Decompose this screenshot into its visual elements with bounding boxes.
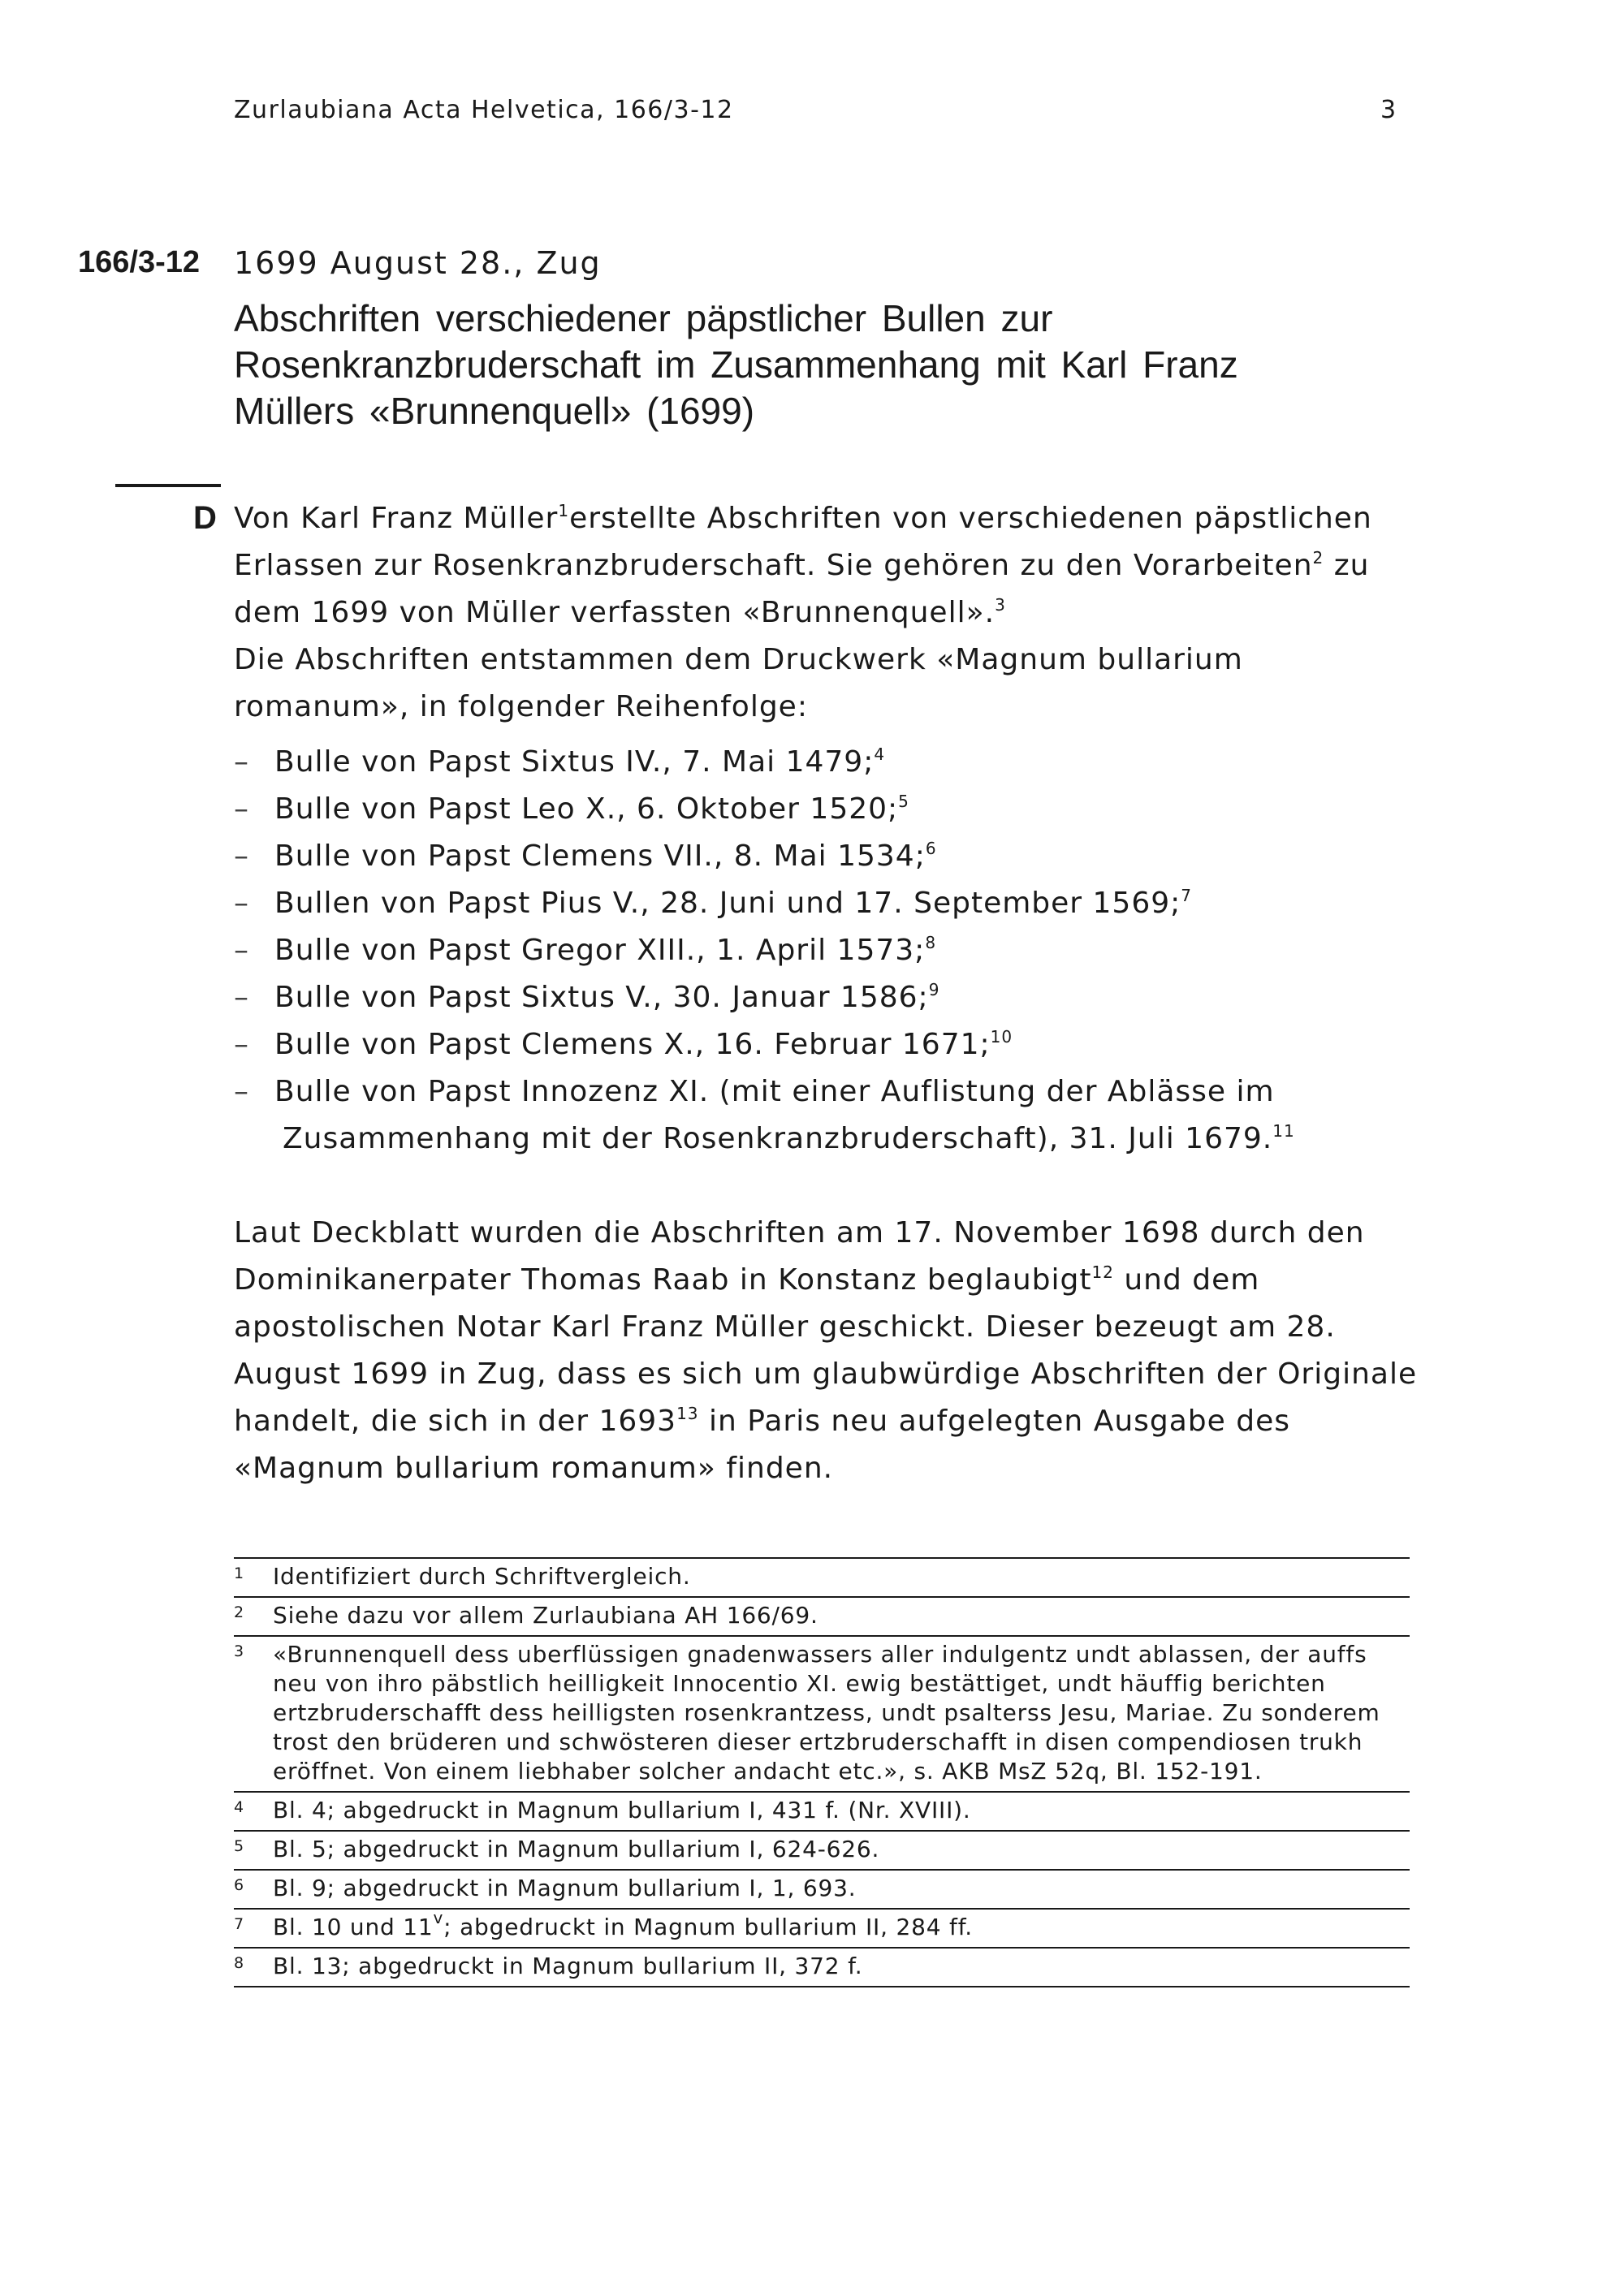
list-item: – Bulle von Papst Clemens VII., 8. Mai 1534;$^6$ [234, 833, 1419, 880]
footnote-number: 5 [234, 1837, 244, 1855]
footnote: 4 Bl. 4; abgedruckt in Magnum bullarium I, 431 f. (Nr. XVIII). [234, 1793, 1410, 1832]
footnote-number: 1 [234, 1564, 244, 1582]
footnote: 5 Bl. 5; abgedruckt in Magnum bullarium I, 624-626. [234, 1832, 1410, 1871]
footnote: 7 Bl. 10 und 11$^v$; abgedruckt in Magnum bullarium II, 284 ff. [234, 1910, 1410, 1949]
document-title: Abschriften verschiedener päpstlicher Bullen zur Rosenkranzbruderschaft im Zusammenhang mit Karl Franz Müllers «Brunnenquell» (1699) [234, 297, 1238, 432]
bull-list [234, 739, 1419, 1163]
footnote-number: 2 [234, 1603, 244, 1621]
running-header-title: Zurlaubiana Acta Helvetica, 166/3-12 [234, 96, 734, 124]
footnote-ref: 13 [676, 1404, 699, 1423]
section-label: D [193, 500, 217, 536]
document-date: 1699 August 28., Zug [234, 245, 602, 281]
authentication-paragraph: Laut Deckblatt wurden die Abschriften am 17. November 1698 durch den Dominikanerpater Thomas Raab in Konstanz beglaubigt$^{12}$ und dem apostolischen Notar Karl Franz Müller geschickt. Dieser bezeugt am 28. August 1699 in Zug, dass es sich um glaubwürdige Abschriften der Originale handelt, die sich in der 1693$^{13}$ in Paris neu aufgelegten Ausgabe des «Magnum bullarium romanum» finden. [234, 1216, 1418, 1485]
footnote-ref: 1 [558, 501, 570, 520]
footnote-ref: 12 [1091, 1262, 1114, 1282]
document-body [234, 495, 1419, 1492]
list-item: – Bulle von Papst Gregor XIII., 1. April 1573;$^8$ [234, 927, 1419, 974]
section-divider [115, 484, 221, 487]
footnote-ref: 2 [1312, 548, 1324, 568]
footnote-ref: 3 [995, 595, 1006, 615]
list-item: – Bulle von Papst Sixtus IV., 7. Mai 1479;$^4$ [234, 739, 1419, 786]
footnote: 2 Siehe dazu vor allem Zurlaubiana AH 166/69. [234, 1598, 1410, 1637]
footnote-number: 4 [234, 1798, 244, 1816]
footnote: 8 Bl. 13; abgedruckt in Magnum bullarium II, 372 f. [234, 1949, 1410, 1987]
list-item: – Bulle von Papst Sixtus V., 30. Januar 1586;$^9$ [234, 974, 1419, 1021]
description-paragraph: Von Karl Franz Müller$^1$erstellte Abschriften von verschiedenen päpstlichen Erlassen zur Rosenkranzbruderschaft. Sie gehören zu den Vorarbeiten$^2$ zu dem 1699 von Müller verfassten «Brunnenquell».$^3$ Die Abschriften entstammen dem Druckwerk «Magnum bullarium romanum», in folgender Reihenfolge: [234, 501, 1372, 723]
footnote-number: 7 [234, 1915, 244, 1933]
footnote-number: 8 [234, 1954, 244, 1972]
list-item: – Bulle von Papst Clemens X., 16. Februar 1671;$^{10}$ [234, 1021, 1419, 1068]
footnote: 6 Bl. 9; abgedruckt in Magnum bullarium I, 1, 693. [234, 1871, 1410, 1910]
footnote: 3 «Brunnenquell dess uberflüssigen gnadenwassers aller indulgentz undt ablassen, der auffs neu von ihro päbstlich heilligkeit Innocentio XI. ewig bestättiget, undt häuffig berichten ertzbruderschafft dess heilligsten rosenkrantzess, undt psalterss Jesu, Mariae. Zu sonderem trost den brüderen und schwösteren dieser ertzbruderschafft in disen compendiosen trukh eröffnet. Von einem liebhaber solcher andacht etc.», s. AKB MsZ 52q, Bl. 152-191. [234, 1637, 1410, 1793]
footnote-number: 3 [234, 1642, 244, 1660]
list-item: – Bulle von Papst Leo X., 6. Oktober 1520;$^5$ [234, 786, 1419, 833]
list-item: – Bullen von Papst Pius V., 28. Juni und 17. September 1569;$^7$ [234, 880, 1419, 927]
list-item: – Bulle von Papst Innozenz XI. (mit einer Auflistung der Ablässe im Zusammenhang mit der Rosenkranzbruderschaft), 31. Juli 1679.11 [234, 1068, 1419, 1163]
footnotes [234, 1557, 1410, 1987]
page-number: 3 [1380, 96, 1397, 124]
footnote-number: 6 [234, 1876, 244, 1894]
document-id: 166/3-12 [78, 245, 201, 279]
footnote: 1 Identifiziert durch Schriftvergleich. [234, 1559, 1410, 1598]
